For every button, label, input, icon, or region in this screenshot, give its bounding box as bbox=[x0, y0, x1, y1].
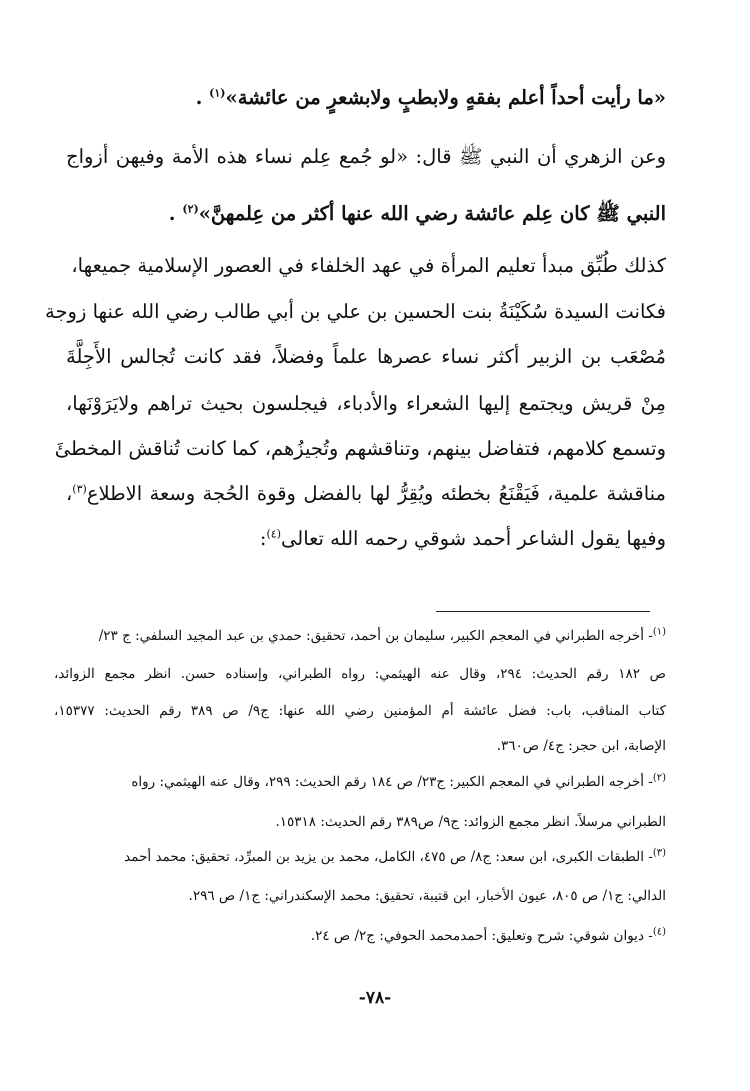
footnote-text: - أخرجه الطبراني في المعجم الكبير، سليمان بن أحمد، تحقيق: حمدي بن عبد المجيد السلفي: ج ٢٣/ bbox=[98, 628, 653, 644]
body-line bbox=[66, 482, 666, 505]
punctuation: . bbox=[168, 202, 183, 225]
body-line bbox=[66, 392, 666, 415]
page-number: -٧٨- bbox=[358, 988, 392, 1008]
quote-text: «ما رأيت أحداً أعلم بفقهٍ ولابطبٍ ولابشعرٍ من عائشة» bbox=[225, 86, 666, 109]
footnote-text: الدالي: ج١/ ص ٨٠٥، عيون الأخبار، ابن قتيبة، تحقيق: محمد الإسكندراني: ج١/ ص ٢٩٦. bbox=[188, 888, 666, 904]
body-line bbox=[45, 300, 666, 323]
body-text: وتسمع كلامهم، فتفاضل بينهم، وتناقشهم وتُجيزُهم، كما كانت تُناقش المخطئَ bbox=[54, 437, 666, 460]
body-line bbox=[66, 145, 666, 173]
body-text: مِنْ قريش ويجتمع إليها الشعراء والأدباء، فيجلسون بحيث تراهم ولايَرَوْنَها، bbox=[66, 392, 666, 415]
footnote-ref: (٢) bbox=[182, 202, 199, 216]
footnote-text: - ديوان شوقي: شرح وتعليق: أحمدمحمد الحوفي: ج٢/ ص ٢٤. bbox=[310, 928, 653, 944]
footnote-ref: (٤) bbox=[266, 527, 282, 541]
footnote-text: ص ١٨٢ رقم الحديث: ٢٩٤، وقال عنه الهيثمي: رواه الطبراني، وإسناده حسن. انظر مجمع الزوائد، bbox=[54, 666, 666, 682]
body-text: مناقشة علمية، فَيَقْنَعُ بخطئه ويُقِرُّ لها بالفضل وقوة الحُجة وسعة الاطلاع bbox=[86, 482, 666, 505]
footnote-number: (٤) bbox=[652, 926, 666, 938]
footnote-line bbox=[54, 774, 666, 790]
punctuation: ، bbox=[66, 482, 73, 505]
footnote-number: (٣) bbox=[652, 847, 666, 859]
footnote-line bbox=[54, 738, 666, 754]
footnote-text: - الطبقات الكبرى، ابن سعد: ج٨/ ص ٤٧٥، الكامل، محمد بن يزيد بن المبرِّد، تحقيق: محمد أحمد bbox=[124, 849, 653, 865]
body-text: وفيها يقول الشاعر أحمد شوقي رحمه الله تعالى bbox=[281, 527, 666, 550]
footnote-line bbox=[54, 814, 666, 830]
footnote-line bbox=[54, 628, 666, 644]
footnote-text: الطبراني مرسلاً. انظر مجمع الزوائد: ج٩/ ص٣٨٩ رقم الحديث: ١٥٣١٨. bbox=[275, 814, 666, 830]
footnote-ref: (١) bbox=[209, 86, 226, 100]
body-line bbox=[71, 254, 666, 277]
footnote-line bbox=[54, 888, 666, 904]
footnote-text: كتاب المناقب، باب: فضل عائشة أم المؤمنين رضي الله عنها: ج٩/ ص ٣٨٩ رقم الحديث: ١٥٣٧٧، bbox=[54, 703, 667, 719]
quote-line bbox=[66, 86, 666, 109]
body-line bbox=[66, 345, 666, 368]
footnote-line bbox=[54, 666, 666, 682]
footnote-separator bbox=[436, 611, 650, 612]
body-line bbox=[54, 437, 666, 460]
punctuation: : bbox=[259, 527, 267, 550]
body-text: وعن الزهري أن النبي ﷺ قال: «لو جُمع عِلم نساء هذه الأمة وفيهن أزواج bbox=[66, 145, 666, 168]
footnote-text: - أخرجه الطبراني في المعجم الكبير: ج٢٣/ ص ١٨٤ رقم الحديث: ٢٩٩، وقال عنه الهيثمي: رواه bbox=[131, 774, 653, 790]
footnote-number: (١) bbox=[652, 626, 666, 638]
punctuation: . bbox=[195, 86, 210, 109]
footnote-line bbox=[54, 928, 666, 944]
body-text: مُصْعَب بن الزبير أكثر نساء عصرها علماً وفضلاً، فقد كانت تُجالس الأَجِلَّةَ bbox=[66, 345, 666, 368]
body-text: كذلك طُبِّق مبدأ تعليم المرأة في عهد الخلفاء في العصور الإسلامية جميعها، bbox=[71, 254, 666, 277]
body-text: فكانت السيدة سُكَيْنَةُ بنت الحسين بن علي بن أبي طالب رضي الله عنها زوجة bbox=[45, 300, 666, 323]
body-line bbox=[66, 527, 666, 550]
footnote-text: الإصابة، ابن حجر: ج٤/ ص٣٦٠. bbox=[496, 738, 666, 754]
footnote-line bbox=[54, 849, 666, 865]
footnote-line bbox=[54, 703, 666, 719]
footnote-ref: (٣) bbox=[72, 482, 87, 496]
footnote-number: (٢) bbox=[652, 772, 666, 784]
quote-line bbox=[66, 202, 666, 230]
quote-text: النبي ﷺ كان عِلم عائشة رضي الله عنها أكثر من عِلمهنَّ» bbox=[198, 202, 666, 225]
